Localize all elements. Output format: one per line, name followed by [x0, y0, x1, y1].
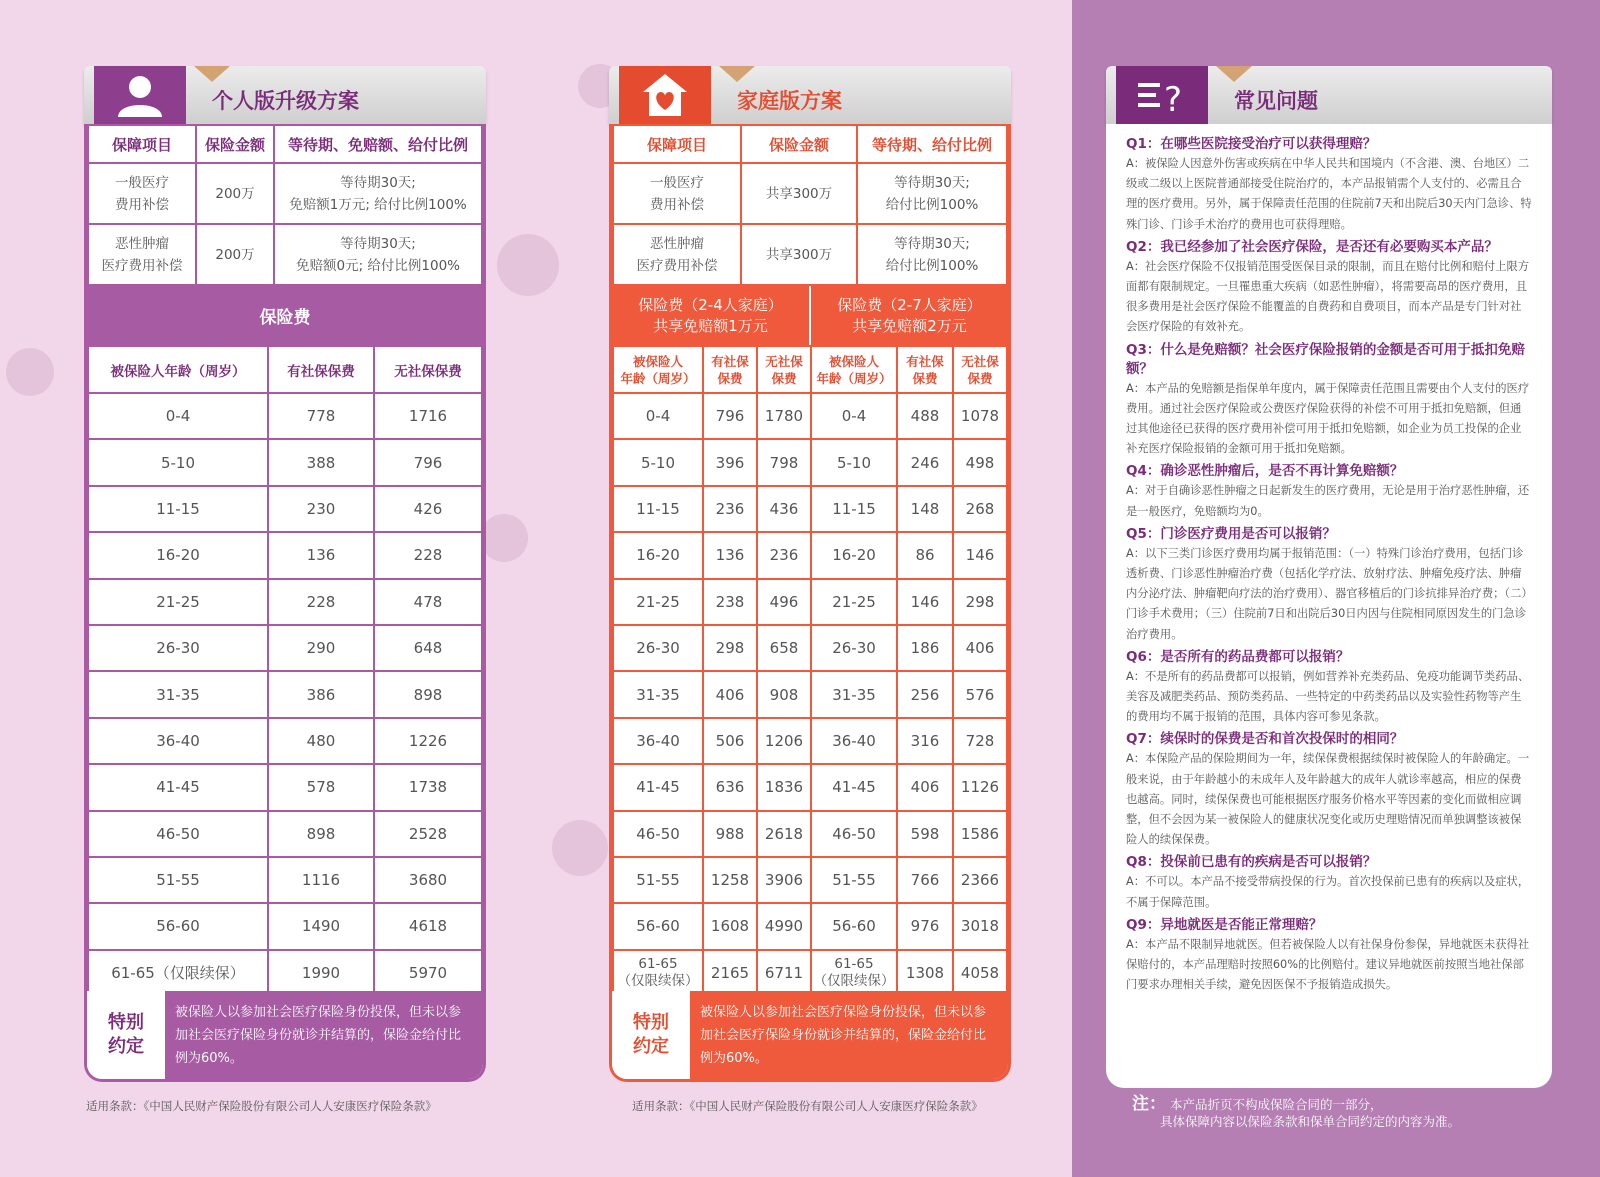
table-row — [613, 811, 1007, 857]
table-cell: 230 — [268, 486, 374, 532]
table-cell: 1126 — [953, 764, 1007, 810]
table-row — [613, 579, 1007, 625]
table-cell: 236 — [757, 532, 811, 578]
table-cell: 31-35 — [811, 671, 897, 717]
table-cell: 796 — [703, 393, 757, 439]
table-cell: 238 — [703, 579, 757, 625]
table-cell: 136 — [703, 532, 757, 578]
table-cell: 1836 — [757, 764, 811, 810]
table-cell: 16-20 — [88, 532, 268, 578]
table-cell: 578 — [268, 764, 374, 810]
table-row — [88, 393, 482, 439]
faq-answer: A：本保险产品的保险期间为一年，续保保费根据续保时被保险人的年龄确定。一般来说，由于年龄越小的未成年人及年龄越大的成年人就诊率越高，相应的保费也越高。同时，续保保费也可能根据医疗服务价格水平等因素的变化而做相应调整，但不会因为某一被保险人的健康状况变化或历史理赔情况而单独调整该被保险人的续保保费。 — [1126, 752, 1530, 847]
col-header: 有社保保费 — [268, 346, 374, 393]
table-cell: 3680 — [374, 857, 482, 903]
table-cell: 16-20 — [613, 532, 703, 578]
table-cell: 31-35 — [613, 671, 703, 717]
faq-question: Q8：投保前已患有的疾病是否可以报销？ — [1126, 854, 1377, 871]
table-cell: 388 — [268, 439, 374, 485]
table-cell: 51-55 — [88, 857, 268, 903]
table-cell: 4618 — [374, 903, 482, 949]
table-cell: 36-40 — [88, 718, 268, 764]
table-cell: 988 — [703, 811, 757, 857]
table-cell: 1586 — [953, 811, 1007, 857]
faq-answer: A：本产品的免赔额是指保单年度内，属于保障责任范围且需要由个人支付的医疗费用。通过社会医疗保险或公费医疗保险获得的补偿不可用于抵扣免赔额，但通过其他途径已获得的医疗费用补偿可用于抵扣免赔额，如企业为员工投保的企业补充医疗保险报销的金额可用于抵扣免赔额。 — [1126, 381, 1530, 456]
table-row — [88, 950, 482, 996]
table-cell: 0-4 — [811, 393, 897, 439]
table-row — [613, 903, 1007, 949]
table-row — [88, 903, 482, 949]
col-header: 有社保 保费 — [897, 346, 953, 393]
table-cell: 1078 — [953, 393, 1007, 439]
table-cell: 4990 — [757, 903, 811, 949]
special-label: 特别 约定 — [612, 991, 690, 1079]
house-heart-icon — [619, 66, 711, 124]
table-cell: 576 — [953, 671, 1007, 717]
table-cell: 228 — [374, 532, 482, 578]
header-triangle — [719, 66, 755, 82]
table-row — [88, 671, 482, 717]
faq-answer: A：本产品不限制异地就医。但若被保险人以有社保身份参保，异地就医未获得社保赔付的，本产品理赔时按照60%的比例赔付。建议异地就医前按照当地社保部门要求办理相关手续，避免因医保不予报销造成损失。 — [1126, 937, 1530, 992]
table-cell: 316 — [897, 718, 953, 764]
decor-circle — [6, 348, 54, 396]
table-cell: 86 — [897, 532, 953, 578]
col-header: 被保险人 年龄（周岁） — [811, 346, 897, 393]
amount-cell: 共享300万 — [741, 224, 857, 285]
table-cell: 426 — [374, 486, 482, 532]
table-cell: 21-25 — [613, 579, 703, 625]
table-cell: 598 — [897, 811, 953, 857]
table-row — [613, 625, 1007, 671]
table-cell: 778 — [268, 393, 374, 439]
table-cell: 41-45 — [613, 764, 703, 810]
table-cell: 21-25 — [811, 579, 897, 625]
faq-answer: A：不可以。本产品不接受带病投保的行为。首次投保前已患有的疾病以及症状，不属于保障范围。 — [1126, 875, 1530, 909]
col-header: 无社保 保费 — [757, 346, 811, 393]
faq-question: Q7：续保时的保费是否和首次投保时的相同？ — [1126, 731, 1404, 748]
table-cell: 976 — [897, 903, 953, 949]
header-triangle — [1216, 66, 1252, 82]
table-cell: 1738 — [374, 764, 482, 810]
col-header: 被保险人 年龄（周岁） — [613, 346, 703, 393]
table-cell: 1990 — [268, 950, 374, 996]
coverage-row: 恶性肿瘤 医疗费用补偿 共享300万 等待期30天; 给付比例100% — [613, 224, 1007, 285]
table-cell: 5-10 — [613, 439, 703, 485]
table-cell: 5-10 — [88, 439, 268, 485]
table-cell: 26-30 — [88, 625, 268, 671]
col-header: 有社保 保费 — [703, 346, 757, 393]
table-cell: 290 — [268, 625, 374, 671]
table-cell: 1226 — [374, 718, 482, 764]
premium-title-2-4: 保险费（2-4人家庭） 共享免赔额1万元 — [612, 286, 811, 345]
premium-title-2-7: 保险费（2-7人家庭） 共享免赔额2万元 — [811, 286, 1008, 345]
special-label: 特别 约定 — [87, 991, 165, 1079]
decor-circle — [497, 234, 559, 296]
table-cell: 406 — [953, 625, 1007, 671]
table-row — [613, 532, 1007, 578]
table-cell: 488 — [897, 393, 953, 439]
table-cell: 0-4 — [88, 393, 268, 439]
table-row — [88, 625, 482, 671]
table-cell: 506 — [703, 718, 757, 764]
table-row — [88, 764, 482, 810]
special-text: 被保险人以参加社会医疗保险身份投保，但未以参加社会医疗保险身份就诊并结算的，保险金给付比例为60%。 — [690, 991, 1008, 1079]
coverage-row: 恶性肿瘤 医疗费用补偿 200万 等待期30天; 免赔额0元; 给付比例100% — [88, 224, 482, 285]
table-cell: 46-50 — [613, 811, 703, 857]
table-cell: 478 — [374, 579, 482, 625]
table-cell: 11-15 — [811, 486, 897, 532]
table-cell: 636 — [703, 764, 757, 810]
col-header: 保险金额 — [196, 125, 274, 163]
table-cell: 1116 — [268, 857, 374, 903]
faq-question: Q9：异地就医是否能正常理赔？ — [1126, 916, 1323, 933]
table-cell: 11-15 — [88, 486, 268, 532]
faq-list — [1106, 124, 1552, 1088]
table-cell: 46-50 — [811, 811, 897, 857]
table-cell: 406 — [703, 671, 757, 717]
panel-header — [609, 66, 1011, 124]
col-header: 保险金额 — [741, 125, 857, 163]
col-header: 等待期、给付比例 — [857, 125, 1007, 163]
table-cell: 56-60 — [88, 903, 268, 949]
table-row — [88, 579, 482, 625]
table-cell: 3906 — [757, 857, 811, 903]
panel-title: 个人版升级方案 — [212, 89, 359, 113]
faq-answer: A：以下三类门诊医疗费用均属于报销范围：（一）特殊门诊治疗费用，包括门诊透析费、门诊恶性肿瘤治疗费（包括化学疗法、放射疗法、肿瘤免疫疗法、肿瘤内分泌疗法、肿瘤靶向疗法的治疗费用）、器官移植后的门诊抗排异治疗费；（二）门诊手术费用；（三）住院前7日和出院后30日内因与住院相同原因发生的门急诊治疗费用。 — [1126, 546, 1528, 641]
table-cell: 228 — [268, 579, 374, 625]
decor-circle — [480, 514, 528, 562]
col-header: 保障项目 — [613, 125, 741, 163]
table-cell: 1608 — [703, 903, 757, 949]
decor-circle — [552, 820, 608, 876]
amount-cell: 共享300万 — [741, 163, 857, 224]
table-cell: 41-45 — [88, 764, 268, 810]
table-cell: 406 — [897, 764, 953, 810]
table-cell: 3018 — [953, 903, 1007, 949]
table-cell: 51-55 — [613, 857, 703, 903]
table-cell: 2366 — [953, 857, 1007, 903]
header-triangle — [194, 66, 230, 82]
premium-table — [87, 345, 483, 997]
table-cell: 31-35 — [88, 671, 268, 717]
faq-question: Q3：什么是免赔额？社会医疗保险报销的金额是否可用于抵扣免赔额？ — [1126, 341, 1525, 377]
table-row — [613, 671, 1007, 717]
table-row — [88, 532, 482, 578]
table-cell: 56-60 — [811, 903, 897, 949]
coverage-row: 一般医疗 费用补偿 200万 等待期30天; 免赔额1万元; 给付比例100% — [88, 163, 482, 224]
table-cell: 21-25 — [88, 579, 268, 625]
table-row — [88, 718, 482, 764]
table-cell: 898 — [268, 811, 374, 857]
table-row: 61-65 （仅限续保） 2165 6711 61-65 （仅限续保） 1308 4058 — [613, 950, 1007, 996]
table-cell: 766 — [897, 857, 953, 903]
panel-header — [1106, 66, 1552, 124]
faq-question: Q5：门诊医疗费用是否可以报销？ — [1126, 525, 1336, 542]
special-agreement — [612, 991, 1008, 1079]
faq-question: Q1：在哪些医院接受治疗可以获得理赔？ — [1126, 136, 1377, 152]
panel-title: 家庭版方案 — [737, 89, 842, 113]
disclaimer-note: 注： 本产品折页不构成保险合同的一部分， 具体保障内容以保险条款和保单合同约定的内容为准。 — [1132, 1094, 1461, 1129]
table-cell: 436 — [757, 486, 811, 532]
premium-titles — [612, 286, 1008, 345]
table-cell: 496 — [757, 579, 811, 625]
col-header: 被保险人年龄（周岁） — [88, 346, 268, 393]
table-cell: 728 — [953, 718, 1007, 764]
table-cell: 11-15 — [613, 486, 703, 532]
coverage-table — [87, 124, 483, 286]
table-row — [88, 439, 482, 485]
table-cell: 16-20 — [811, 532, 897, 578]
table-cell: 658 — [757, 625, 811, 671]
coverage-row: 一般医疗 费用补偿 共享300万 等待期30天; 给付比例100% — [613, 163, 1007, 224]
panel-title: 常见问题 — [1234, 89, 1318, 113]
amount-cell: 200万 — [196, 163, 274, 224]
personal-plan-panel — [84, 66, 486, 1082]
table-cell: 798 — [757, 439, 811, 485]
table-cell: 396 — [703, 439, 757, 485]
table-cell: 36-40 — [613, 718, 703, 764]
plan-frame — [609, 124, 1011, 1082]
faq-question: Q6：是否所有的药品费都可以报销？ — [1126, 648, 1350, 665]
table-cell: 246 — [897, 439, 953, 485]
table-cell: 1490 — [268, 903, 374, 949]
table-cell: 1780 — [757, 393, 811, 439]
special-text: 被保险人以参加社会医疗保险身份投保，但未以参加社会医疗保险身份就诊并结算的，保险金给付比例为60%。 — [165, 991, 483, 1079]
note-label: 注： — [1132, 1094, 1166, 1114]
table-cell: 908 — [757, 671, 811, 717]
table-row — [613, 718, 1007, 764]
special-agreement — [87, 991, 483, 1079]
list-question-icon — [1116, 66, 1208, 124]
table-cell: 51-55 — [811, 857, 897, 903]
premium-table — [612, 345, 1008, 997]
table-cell: 0-4 — [613, 393, 703, 439]
table-cell: 146 — [897, 579, 953, 625]
table-row — [88, 857, 482, 903]
table-cell: 36-40 — [811, 718, 897, 764]
table-cell: 298 — [953, 579, 1007, 625]
table-row — [613, 393, 1007, 439]
table-cell: 148 — [897, 486, 953, 532]
col-header: 无社保保费 — [374, 346, 482, 393]
faq-answer: A：被保险人因意外伤害或疾病在中华人民共和国境内（不含港、澳、台地区）二级或二级以上医院普通部接受住院治疗的，本产品报销需个人支付的、必需且合理的医疗费用。另外，属于保障责任范围的住院前7天和出院后30天内门急诊、特殊门诊、门诊手术治疗的费用也可获得理赔。 — [1126, 157, 1532, 231]
col-header: 等待期、免赔额、给付比例 — [274, 125, 482, 163]
table-cell: 256 — [897, 671, 953, 717]
amount-cell: 200万 — [196, 224, 274, 285]
panel-header — [84, 66, 486, 124]
table-cell: 136 — [268, 532, 374, 578]
faq-question: Q2：我已经参加了社会医疗保险，是否还有必要购买本产品？ — [1126, 238, 1498, 255]
table-cell: 146 — [953, 532, 1007, 578]
table-cell: 46-50 — [88, 811, 268, 857]
faq-answer: A：不是所有的药品费都可以报销，例如营养补充类药品、免疫功能调节类药品、美容及减肥类药品、预防类药品、一些特定的中药类药品以及实验性药物等产生的费用均不属于报销的范围，具体内容可参见条款。 — [1126, 669, 1530, 724]
footnote: 适用条款：《中国人民财产保险股份有限公司人人安康医疗保险条款》 — [632, 1099, 983, 1113]
table-cell: 5-10 — [811, 439, 897, 485]
col-header: 无社保 保费 — [953, 346, 1007, 393]
faq-answer: A：社会医疗保险不仅报销范围受医保目录的限制，而且在赔付比例和赔付上限方面都有限制规定。一旦罹患重大疾病（如恶性肿瘤），将需要高昂的医疗费用，且很多费用是社会医疗保险不能覆盖的自费药和自费项目，而本产品是专门针对社会医疗保险的有效补充。 — [1126, 259, 1530, 334]
table-cell: 1206 — [757, 718, 811, 764]
table-cell: 5970 — [374, 950, 482, 996]
table-row — [613, 439, 1007, 485]
premium-title: 保险费 — [87, 286, 483, 345]
table-cell: 796 — [374, 439, 482, 485]
family-plan-panel — [609, 66, 1011, 1082]
table-cell: 186 — [897, 625, 953, 671]
table-cell: 498 — [953, 439, 1007, 485]
table-cell: 2528 — [374, 811, 482, 857]
faq-answer: A：对于自确诊恶性肿瘤之日起新发生的医疗费用，无论是用于治疗恶性肿瘤，还是一般医疗，免赔额均为0。 — [1126, 484, 1530, 518]
person-icon — [94, 66, 186, 124]
table-cell: 26-30 — [613, 625, 703, 671]
table-row — [88, 811, 482, 857]
table-row — [88, 486, 482, 532]
svg-text:?: ? — [1164, 80, 1183, 117]
table-cell: 2618 — [757, 811, 811, 857]
faq-question: Q4：确诊恶性肿瘤后，是否不再计算免赔额？ — [1126, 463, 1404, 480]
plan-frame — [84, 124, 486, 1082]
table-cell: 236 — [703, 486, 757, 532]
table-cell: 1716 — [374, 393, 482, 439]
faq-panel — [1106, 66, 1552, 1088]
table-cell: 56-60 — [613, 903, 703, 949]
coverage-table — [612, 124, 1008, 286]
table-cell: 61-65（仅限续保） — [88, 950, 268, 996]
table-cell: 298 — [703, 625, 757, 671]
table-cell: 26-30 — [811, 625, 897, 671]
table-cell: 1258 — [703, 857, 757, 903]
table-row — [613, 857, 1007, 903]
table-row — [613, 764, 1007, 810]
table-cell: 386 — [268, 671, 374, 717]
table-cell: 268 — [953, 486, 1007, 532]
col-header: 保障项目 — [88, 125, 196, 163]
table-cell: 480 — [268, 718, 374, 764]
table-cell: 648 — [374, 625, 482, 671]
footnote: 适用条款：《中国人民财产保险股份有限公司人人安康医疗保险条款》 — [86, 1099, 437, 1113]
table-cell: 898 — [374, 671, 482, 717]
table-cell: 41-45 — [811, 764, 897, 810]
table-row — [613, 486, 1007, 532]
